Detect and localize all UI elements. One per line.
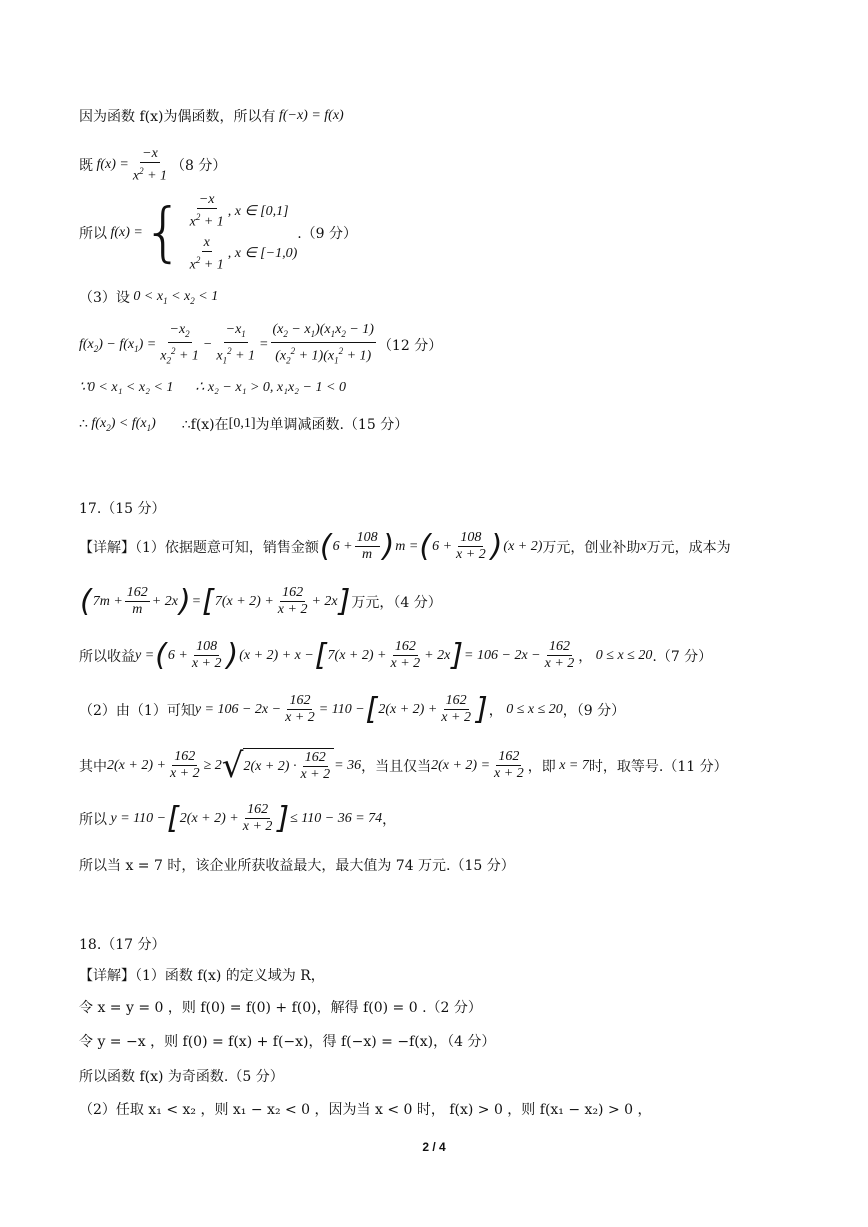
page-number: 2 / 4 [422,1140,446,1154]
q18-line-2 [79,997,482,1017]
q17-title [79,498,166,518]
q17-line-7 [79,855,515,875]
line-1-text: 因为函数 f(x)为偶函数，所以有 [79,109,276,125]
q17-l4-a: （2）由（1）可知 [79,702,195,719]
q18-l2: 令 x = y = 0 ，则 f(0) = f(0) + f(0)，解得 f(0) = 0 .（2 分） [79,1000,482,1016]
line-7-a: ∴ [79,416,88,432]
q17-l6-b: ， [382,811,397,828]
q17-l6-a: 所以 [79,811,107,828]
q17-title-text: 17.（15 分） [79,501,166,517]
formula-profit: y = ( 6 + $\frac{108}{x + 2}$ ) (x + 2) + x − [ 7(x + 2) + $\frac{162}{x + 2}$ + 2x ] = 106 − 2x − $\frac{162}{x + 2}$ [135,637,575,673]
q17-line-1: 【详解】（1）依据题意可知，销售金额 ( 6 + $\frac{108}{m}$ ) m = ( 6 + $\frac{108}{x + 2}$ ) (x + 2) 万元，创业补助 x 万元，成本为 [79,528,731,564]
line-4-text: （3）设 [79,290,130,306]
q18-line-4 [79,1066,284,1086]
line-6-a: ∵0 < x₁ < x₂ < 1 [79,380,174,395]
q17-line-5: 其中 2(x + 2) + $\frac{162}{x + 2}$ ≥ 2 √ 2(x + 2) · $\frac{162}{x + 2}$ = 36 ，当且仅当 2(x + 2) = $\frac{162}{x + 2}$ ，即 x = 7 时，取等号.（11 分） [79,745,728,786]
formula-sales: ( 6 + $\frac{108}{m}$ ) m = ( 6 + $\frac{108}{x + 2}$ ) (x + 2) [319,528,543,564]
score-8: （8 分） [171,158,227,175]
q17-line-3: 所以收益 y = ( 6 + $\frac{108}{x + 2}$ ) (x + 2) + x − [ 7(x + 2) + $\frac{162}{x + 2}$ + 2x ] = 106 − 2x − $\frac{162}{x + 2}$ ， 0 ≤ x ≤ 20 .（7 分） [79,637,713,673]
line-4 [79,287,218,307]
line-2 [79,146,226,185]
score-9: .（9 分） [297,225,358,242]
formula-even: f(−x) = f(x) [275,108,344,123]
line-6 [79,379,346,396]
q17-l4-c: ，（9 分） [562,702,626,719]
score-12: （12 分） [377,338,443,355]
formula-f: f(x) = [93,157,129,173]
q18-l3: 令 y = −x ，则 f(0) = f(x) + f(−x)，得 f(−x) = −f(x)，（4 分） [79,1034,496,1050]
q17-l1-c: 万元，成本为 [646,539,731,556]
brace-icon: { [142,195,184,270]
q17-l1-b: 万元，创业补助 [542,539,641,556]
q17-l5-c: ，即 [527,758,556,775]
q17-l5-a: 其中 [79,758,107,775]
formula-cost: ( 7m + $\frac{162}{m}$ + 2x ) = [ 7(x + 2) + $\frac{162}{x + 2}$ + 2x ] [80,583,351,619]
q17-l3-b: ， [578,648,593,665]
q17-l5-d: 时，取等号.（11 分） [588,758,728,775]
piecewise-cases: $\frac{-x}{x^2 + 1}$ , x ∈ [0,1] $\frac{x}{x^2 + 1}$ , x ∈ [−1,0) [189,192,298,273]
line-2-prefix: 既 [79,158,93,175]
line-7: ∴ $f(x_2) < f(x_1)$ ∴f(x)在 [0,1] 为单调减函数.（15 分） [79,415,409,433]
q17-l2-b: 万元，（4 分） [351,594,442,611]
formula-f: f(x) = [107,224,143,240]
q18-title-text: 18.（17 分） [79,937,166,953]
q18-line-5 [79,1099,652,1119]
q18-l1: 【详解】（1）函数 f(x) 的定义域为 R， [79,968,325,984]
q17-l7: 所以当 x = 7 时，该企业所获收益最大，最大值为 74 万元.（15 分） [79,858,515,874]
q18-line-3 [79,1031,495,1051]
line-5: $f(x_2) - f(x_1)$ = $\frac{-x_2}{x_2^2 + 1}$ − $\frac{-x_1}{x_1^2 + 1}$ = $\frac{(x_2 - x_1)(x_1x_2 - 1)}{(x_2^2 + 1)(x_1^2 + 1)}$ （12 分） [79,322,443,366]
q18-l5: （2）任取 x₁ < x₂ ，则 x₁ − x₂ < 0 ，因为当 x < 0 时， f(x) > 0 ，则 f(x₁ − x₂) > 0 ， [79,1102,652,1118]
q17-line-2 [79,585,442,618]
line-7-b: ∴f(x)在 [181,417,229,433]
line-3-prefix: 所以 [79,225,107,242]
line-6-b: ∴ x₂ − x₁ > 0, x₁x₂ − 1 < 0 [195,380,346,395]
line-7-c: 为单调减函数.（15 分） [255,417,409,433]
q18-title [79,934,166,954]
q17-l3-c: .（7 分） [652,648,713,665]
q18-l4: 所以函数 f(x) 为奇函数.（5 分） [79,1069,284,1085]
q17-line-6: 所以 y = 110 − [ 2(x + 2) + $\frac{162}{x + 2}$ ] ≤ 110 − 36 = 74 ， [79,800,397,836]
q17-l3-a: 所以收益 [79,648,135,665]
formula-interval: $0 < x_1 < x_2 < 1$ [129,288,219,306]
line-3 [79,192,357,273]
q17-line-4: （2）由（1）可知 y = 106 − 2x − $\frac{162}{x + 2}$ = 110 − [ 2(x + 2) + $\frac{162}{x + 2}$ ] ， 0 ≤ x ≤ 20 ，（9 分） [79,691,626,727]
fraction: $\frac{-x}{x^2 + 1}$ [132,146,168,184]
line-1 [79,106,344,126]
q18-line-1 [79,965,325,985]
q17-l5-b: ，当且仅当 [361,758,432,775]
q17-l1-a: 【详解】（1）依据题意可知，销售金额 [79,539,319,556]
